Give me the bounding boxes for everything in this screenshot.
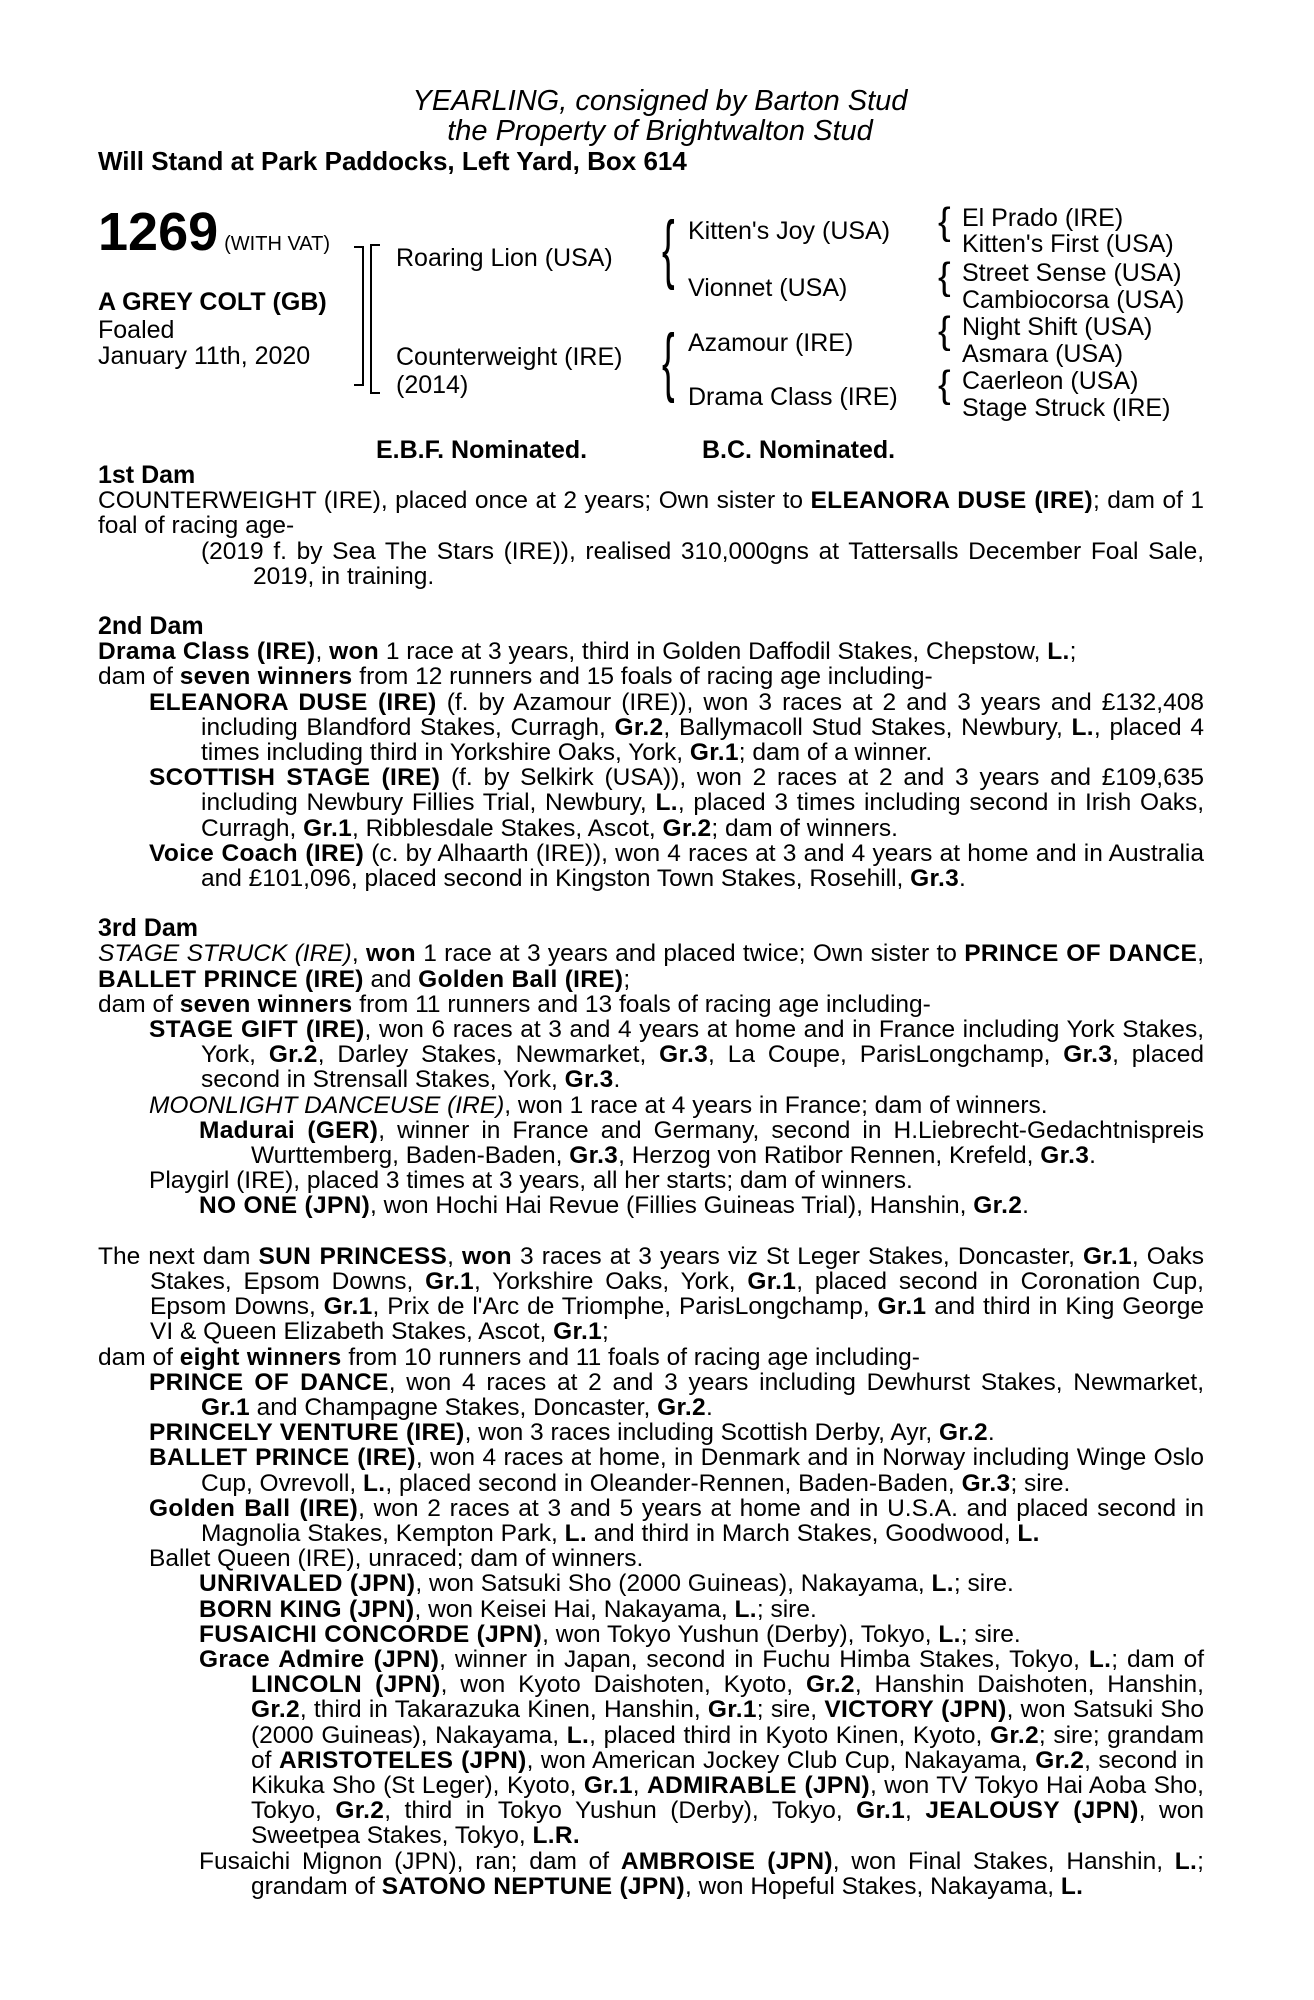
g3-brace-4: { (938, 364, 951, 406)
next-dam-entry-grace-admire: Grace Admire (JPN), winner in Japan, second in Fuchu Himba Stakes, Tokyo, L.; dam of LINCOLN (JPN), won Kyoto Daishoten, Kyoto, Gr.2, Hanshin Daishoten, Hanshin, Gr.2, third in Takarazuka Kinen, Hanshin, Gr.1; sire, VICTORY (JPN), won Satsuki Sho (2000 Guineas), Nakayama, L., placed third in Kyoto Kinen, Kyoto, Gr.2; sire; grandam of ARISTOTELES (JPN), won American Jockey Club Cup, Nakayama, Gr.2, second in Kikuka Sho (St Leger), Kyoto, Gr.1, ADMIRABLE (JPN), won TV Tokyo Hai Aoba Sho, Tokyo, Gr.2, third in Tokyo Yushun (Derby), Tokyo, Gr.1, JEALOUSY (JPN), won Sweetpea Stakes, Tokyo, L.R. (199, 1645, 1205, 1850)
next-dam-paragraph: The next dam SUN PRINCESS, won 3 races at 3 years viz St Leger Stakes, Doncaster, Gr.1, Oaks Stakes, Epsom Downs, Gr.1, Yorkshire Oaks, York, Gr.1, placed second in Coronation Cup, Epsom Downs, Gr.1, Prix de l'Arc de Triomphe, ParisLongchamp, Gr.1 and third in King George VI & Queen Elizabeth Stakes, Ascot, Gr.1; (98, 1242, 1204, 1346)
next-dam-entry-fusaichi-mignon: Fusaichi Mignon (JPN), ran; dam of AMBROISE (JPN), won Final Stakes, Hanshin, L.; grandam of SATONO NEPTUNE (JPN), won Hopeful Stakes, Nakayama, L. (199, 1847, 1204, 1900)
pedigree-g3-4: Cambiocorsa (USA) (962, 286, 1185, 314)
pedigree-body (98, 463, 1204, 1899)
bc-nomination: B.C. Nominated. (702, 436, 896, 464)
second-dam-entry-voice-coach: Voice Coach (IRE) (c. by Alhaarth (IRE)), won 4 races at 3 and 4 years at home and in Australia and £101,096, placed second in Kingston Town Stakes, Rosehill, Gr.3. (149, 839, 1204, 893)
first-dam-foal: (2019 f. by Sea The Stars (IRE)), realised 310,000gns at Tattersalls December Foal Sale, 2019, in training. (201, 537, 1204, 590)
next-dam-produce-line: dam of eight winners from 10 runners and 11 foals of racing age including- (98, 1343, 920, 1371)
sire-dam-bracket (370, 244, 380, 394)
g3-brace-1: { (938, 201, 951, 243)
spacer (98, 589, 1204, 614)
third-dam-heading: 3rd Dam (98, 914, 199, 943)
next-dam-entry-fusaichi-concorde: FUSAICHI CONCORDE (JPN), won Tokyo Yushun (Derby), Tokyo, L.; sire. (199, 1620, 1021, 1648)
first-dam-paragraph: COUNTERWEIGHT (IRE), placed once at 2 years; Own sister to ELEANORA DUSE (IRE); dam of 1 foal of racing age- (98, 487, 1205, 540)
third-dam-entry-stage-gift: STAGE GIFT (IRE), won 6 races at 3 and 4 years at home and in France including York Stakes, York, Gr.2, Darley Stakes, Newmarket, Gr.3, La Coupe, ParisLongchamp, Gr.3, placed second in Strensall Stakes, York, Gr.3. (149, 1016, 1204, 1094)
next-dam-entry-prince-of-dance: PRINCE OF DANCE, won 4 races at 2 and 3 years including Dewhurst Stakes, Newmarket, Gr.1 and Champagne Stakes, Doncaster, Gr.2. (149, 1368, 1204, 1421)
foaled-date: January 11th, 2020 (98, 342, 311, 370)
third-dam-produce-line: dam of seven winners from 11 runners and 13 foals of racing age including- (98, 990, 931, 1018)
g3-brace-2: { (938, 256, 951, 298)
dam-brace: { (662, 321, 675, 405)
next-dam-entry-ballet-queen: Ballet Queen (IRE), unraced; dam of winners. (149, 1545, 644, 1573)
ebf-nomination: E.B.F. Nominated. (376, 436, 588, 464)
sire-brace: { (662, 208, 675, 292)
spacer (98, 891, 1204, 916)
third-dam-entry-no-one: NO ONE (JPN), won Hochi Hai Revue (Fillies Guineas Trial), Hanshin, Gr.2. (199, 1192, 1029, 1220)
third-dam-entry-playgirl: Playgirl (IRE), placed 3 times at 3 years, all her starts; dam of winners. (149, 1167, 913, 1195)
pedigree-g3-8: Stage Struck (IRE) (962, 394, 1171, 422)
next-dam-entry-born-king: BORN KING (JPN), won Keisei Hai, Nakayama, L.; sire. (199, 1595, 817, 1623)
lot-description: A GREY COLT (GB) (98, 288, 327, 316)
pedigree-g3-5: Night Shift (USA) (962, 313, 1153, 341)
next-dam-entry-princely-venture: PRINCELY VENTURE (IRE), won 3 races including Scottish Derby, Ayr, Gr.2. (149, 1419, 995, 1447)
pedigree-sire: Roaring Lion (USA) (396, 244, 613, 272)
foaled-label: Foaled (98, 316, 175, 344)
second-dam-paragraph: Drama Class (IRE), won 1 race at 3 years, third in Golden Daffodil Stakes, Chepstow, L.; (98, 638, 1077, 666)
g3-brace-3: { (938, 310, 951, 352)
consignor-line: YEARLING, consigned by Barton Stud (412, 85, 908, 117)
property-line: the Property of Brightwalton Stud (447, 115, 873, 147)
second-dam-entry-scottish-stage: SCOTTISH STAGE (IRE) (f. by Selkirk (USA)), won 2 races at 2 and 3 years and £109,635 including Newbury Fillies Trial, Newbury, L., placed 3 times including second in Irish Oaks, Curragh, Gr.1, Ribblesdale Stakes, Ascot, Gr.2; dam of winners. (149, 764, 1205, 842)
pedigree-g3-3: Street Sense (USA) (962, 259, 1182, 287)
first-dam-heading: 1st Dam (98, 461, 196, 489)
pedigree-g3-2: Kitten's First (USA) (962, 230, 1174, 258)
pedigree-dam-sire: Azamour (IRE) (688, 329, 854, 357)
pedigree-sire-dam: Vionnet (USA) (688, 274, 848, 302)
second-dam-entry-eleanora: ELEANORA DUSE (IRE) (f. by Azamour (IRE)), won 3 races at 2 and 3 years and £132,408 including Blandford Stakes, Curragh, Gr.2, Ballymacoll Stud Stakes, Newbury, L., placed 4 times including third in Yorkshire Oaks, York, Gr.1; dam of a winner. (149, 688, 1204, 767)
third-dam-entry-moonlight: MOONLIGHT DANCEUSE (IRE), won 1 race at 4 years in France; dam of winners. (149, 1091, 1048, 1119)
pedigree-dam: Counterweight (IRE) (396, 343, 623, 371)
second-dam-heading: 2nd Dam (98, 612, 204, 641)
next-dam-entry-unrivaled: UNRIVALED (JPN), won Satsuki Sho (2000 Guineas), Nakayama, L.; sire. (199, 1570, 1014, 1598)
pedigree-g3-6: Asmara (USA) (962, 340, 1124, 368)
third-dam-paragraph: STAGE STRUCK (IRE), won 1 race at 3 years and placed twice; Own sister to PRINCE OF DANCE, BALLET PRINCE (IRE) and Golden Ball (IRE); (98, 940, 1204, 993)
next-dam-entry-ballet-prince: BALLET PRINCE (IRE), won 4 races at home, in Denmark and in Norway including Winge Oslo Cup, Ovrevoll, L., placed second in Oleander-Rennen, Baden-Baden, Gr.3; sire. (149, 1444, 1204, 1497)
colt-brace (354, 246, 364, 386)
pedigree-g3-7: Caerleon (USA) (962, 367, 1139, 395)
pedigree-dam-year: (2014) (396, 371, 469, 399)
next-dam-entry-golden-ball: Golden Ball (IRE), won 2 races at 3 and 5 years at home and in U.S.A. and placed second in Magnolia Stakes, Kempton Park, L. and third in March Stakes, Goodwood, L. (149, 1494, 1204, 1547)
lot-number-line (98, 204, 330, 272)
spacer (98, 1219, 1204, 1244)
second-dam-produce-line: dam of seven winners from 12 runners and 15 foals of racing age including- (98, 663, 933, 691)
pedigree-g3-1: El Prado (IRE) (962, 204, 1124, 232)
lot-number: 1269 (98, 202, 219, 262)
third-dam-entry-madurai: Madurai (GER), winner in France and Germany, second in H.Liebrecht-Gedachtnispreis Wurttemberg, Baden-Baden, Gr.3, Herzog von Ratibor Rennen, Krefeld, Gr.3. (199, 1116, 1204, 1170)
pedigree-sire-sire: Kitten's Joy (USA) (688, 217, 891, 245)
stand-location: Will Stand at Park Paddocks, Left Yard, Box 614 (98, 146, 687, 176)
vat-note: (WITH VAT) (224, 233, 331, 255)
pedigree-dam-dam: Drama Class (IRE) (688, 383, 898, 411)
